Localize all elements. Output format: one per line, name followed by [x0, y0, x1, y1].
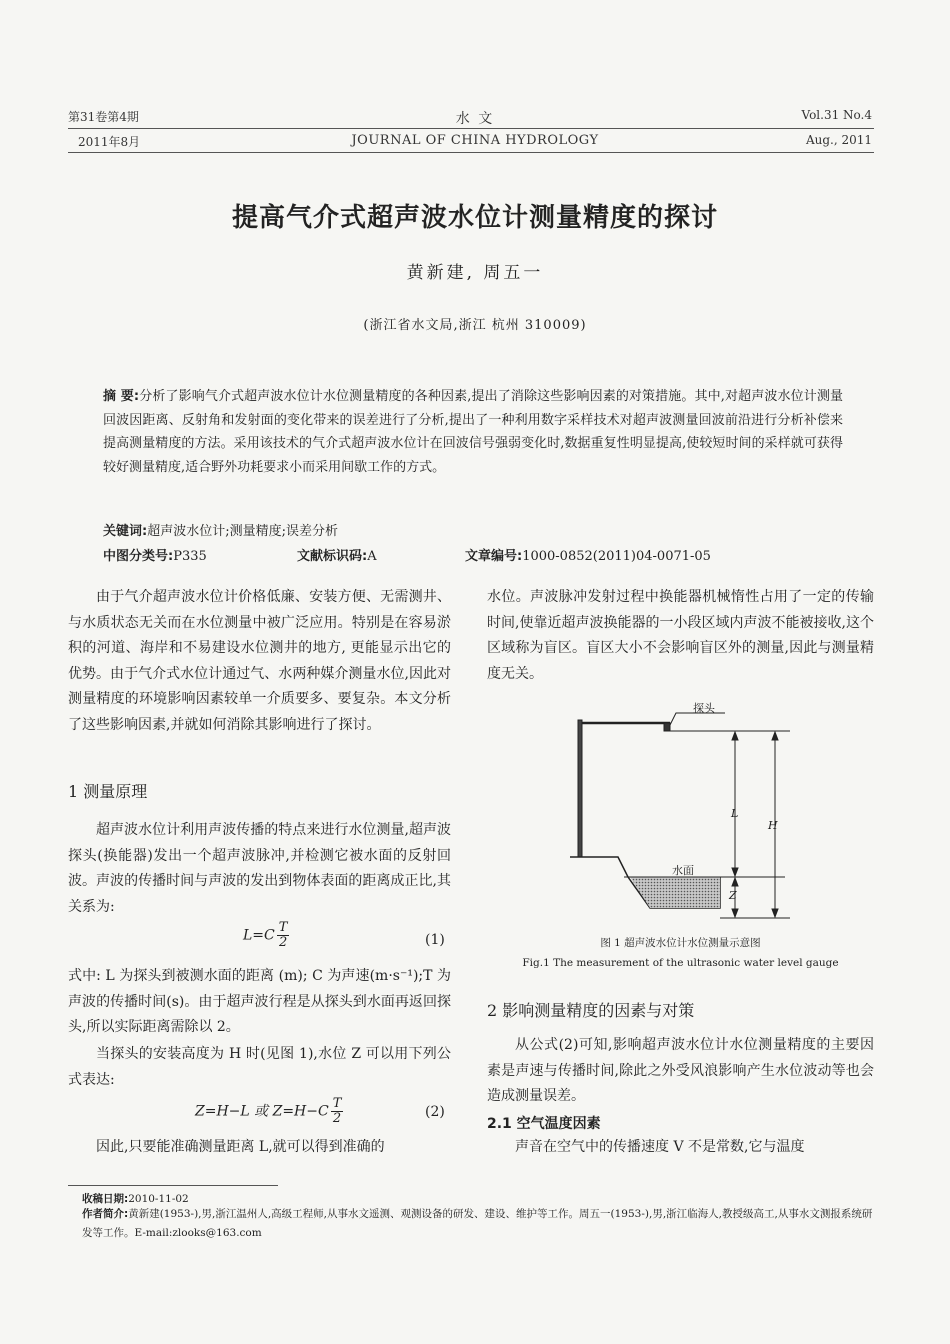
- issue-date: 2011年8月: [78, 135, 141, 149]
- figure-label-H: H: [768, 819, 778, 832]
- vol-no-en: Vol.31 No.4: [801, 108, 872, 122]
- figure-label-L: L: [731, 807, 739, 820]
- conclusion-text: 因此,只要能准确测量距离 L,就可以得到准确的: [96, 1139, 385, 1155]
- section-2-1-title: 2.1 空气温度因素: [487, 1116, 601, 1132]
- formula-1: [243, 921, 291, 950]
- intro-text: 由于气介超声波水位计价格低廉、安装方便、无需测井、与水质状态无关而在水位测量中被广泛应用。特别是在容易淤积的河道、海岸和不易建设水位测井的地方, 更能显示出它的优势。由于气介式水位计通过气、水两种媒介测量水位,因此对测量精度的环境影响因素较单一介质要多、要复杂。本文分析了这些影响因素,并就如何消除其影响进行了探讨。: [68, 589, 451, 733]
- received-value: 2010-11-02: [128, 1193, 189, 1205]
- figure-label-Z: Z: [729, 889, 737, 902]
- symbol-definitions: [68, 964, 451, 1041]
- section-2-1-text: 声音在空气中的传播速度 V 不是常数,它与温度: [515, 1139, 805, 1155]
- journal-name-cn: 水 文: [455, 111, 495, 127]
- journal-name-en: JOURNAL OF CHINA HYDROLOGY: [351, 133, 599, 148]
- install-height-paragraph: [68, 1042, 451, 1093]
- figure-1-diagram: [560, 695, 800, 927]
- author-bio: [82, 1205, 877, 1243]
- author-bio-text: 黄新建(1953-),男,浙江温州人,高级工程师,从事水文遥测、观测设备的研发、建设、维护等工作。周五一(1953-),男,浙江临海人,教授级高工,从事水文测报系统研发等工作。E-mail:zlooks@163.com: [82, 1208, 873, 1239]
- figure-1-caption-en: Fig.1 The measurement of the ultrasonic water level gauge: [522, 957, 839, 969]
- section-1-paragraph: [68, 818, 451, 920]
- formula-2-numerator: T: [332, 1096, 342, 1111]
- blind-zone-text: 水位。声波脉冲发射过程中换能器机械惰性占用了一定的传输时间,使靠近超声波换能器的一小段区域内声波不能被接收,这个区域称为盲区。盲区大小不会影响盲区外的测量,因此与测量精度无关。: [487, 589, 874, 682]
- date-en: Aug., 2011: [805, 133, 872, 147]
- paper-title: 提高气介式超声波水位计测量精度的探讨: [231, 203, 718, 233]
- section-2-paragraph: [487, 1033, 874, 1110]
- figure-label-probe: 探头: [693, 702, 715, 715]
- formula-2-denominator: 2: [332, 1111, 342, 1126]
- conclusion-paragraph: [68, 1135, 451, 1161]
- header-bottom-rule: [68, 152, 874, 153]
- section-2-text: 从公式(2)可知,影响超声波水位计水位测量精度的主要因素是声速与传播时间,除此之外受风浪影响产生水位波动等也会造成测量误差。: [487, 1037, 874, 1104]
- doc-code: [297, 545, 377, 564]
- formula-1-number: (1): [425, 932, 445, 948]
- blind-zone-paragraph: [487, 585, 874, 687]
- issue-volume: 第31卷第4期: [68, 110, 139, 124]
- intro-paragraph: [68, 585, 451, 738]
- received-label: 收稿日期:: [82, 1193, 129, 1205]
- abstract: [103, 385, 843, 479]
- formula-2-fraction: [331, 1097, 344, 1126]
- formula-2-number: (2): [425, 1104, 445, 1120]
- keywords-text: 超声波水位计;测量精度;误差分析: [147, 524, 338, 539]
- symbol-definitions-text: 式中: L 为探头到被测水面的距离 (m); C 为声速(m·s⁻¹);T 为声波的传播时间(s)。由于超声波行程是从探头到水面再返回探头,所以实际距离需除以 2。: [68, 968, 451, 1035]
- water-body: [630, 877, 720, 908]
- doc-label: 文献标识码:: [297, 549, 368, 564]
- formula-1-numerator: T: [278, 920, 288, 935]
- section-2-1-paragraph: [487, 1135, 874, 1161]
- formula-1-lhs: L=C: [243, 927, 275, 944]
- install-height-text: 当探头的安装高度为 H 时(见图 1),水位 Z 可以用下列公式表达:: [68, 1046, 451, 1088]
- doc-value: A: [367, 549, 377, 564]
- probe-mount-pole: [578, 720, 670, 857]
- section-1-text: 超声波水位计利用声波传播的特点来进行水位测量,超声波探头(换能器)发出一个超声波脉冲,并检测它被水面的反射回波。声波的传播时间与声波的发出到物体表面的距离成正比,其关系为:: [68, 822, 451, 915]
- abstract-label: 摘 要:: [103, 389, 140, 404]
- clc-number: [103, 545, 207, 564]
- figure-1-caption-cn: 图 1 超声波水位计水位测量示意图: [600, 937, 761, 949]
- footnote-rule: [68, 1185, 278, 1186]
- affiliation: (浙江省水文局,浙江 杭州 310009): [363, 318, 587, 333]
- abstract-text: 分析了影响气介式超声波水位计水位测量精度的各种因素,提出了消除这些影响因素的对策措施。其中,对超声波水位计测量回波因距离、反射角和发射面的变化带来的误差进行了分析,提出了一种利用数字采样技术对超声波测量回波前沿进行分析补偿来提高测量精度的方法。采用该技术的气介式超声波水位计在回波信号强弱变化时,数据重复性明显提高,使较短时间的采样就可获得较好测量精度,适合野外功耗要求小而采用间歇工作的方式。: [103, 389, 843, 475]
- formula-2: [195, 1097, 345, 1126]
- formula-1-denominator: 2: [278, 935, 288, 950]
- section-2-title: 2 影响测量精度的因素与对策: [487, 1001, 695, 1020]
- keywords-label: 关键词:: [103, 524, 148, 539]
- header-divider: [68, 128, 874, 129]
- clc-value: P335: [173, 549, 207, 564]
- clc-label: 中图分类号:: [103, 549, 174, 564]
- authors: 黄新建, 周五一: [406, 263, 544, 283]
- author-bio-label: 作者简介:: [82, 1208, 129, 1220]
- article-label: 文章编号:: [465, 549, 523, 564]
- keywords: [103, 520, 338, 539]
- formula-1-fraction: [277, 921, 290, 950]
- article-number: [465, 545, 711, 564]
- section-1-title: 1 测量原理: [68, 782, 148, 801]
- article-value: 1000-0852(2011)04-0071-05: [522, 549, 711, 564]
- formula-2-lhs: Z=H−L 或 Z=H−C: [195, 1103, 329, 1120]
- figure-label-water: 水面: [672, 864, 694, 877]
